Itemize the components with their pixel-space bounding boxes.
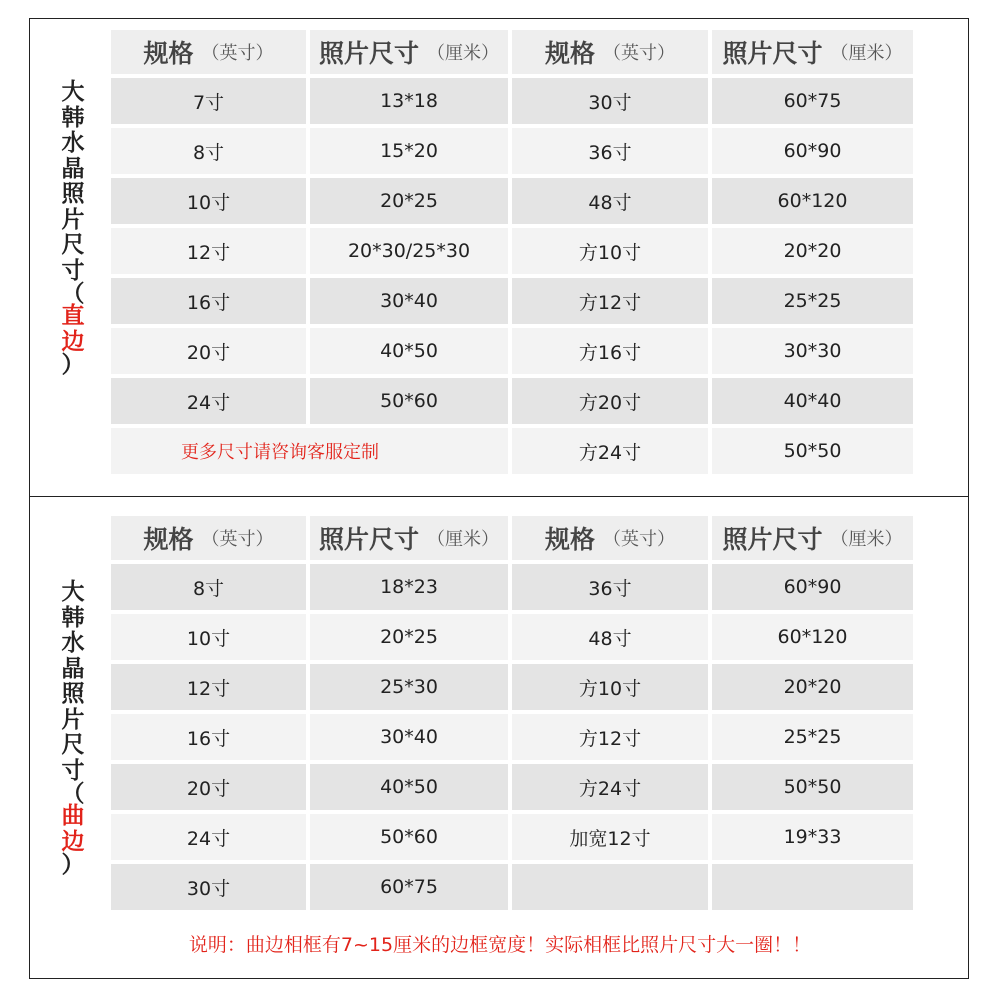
table-row [111, 614, 913, 664]
cell-spec: 方24寸 [512, 764, 712, 814]
cell-size: 19*33 [712, 814, 913, 864]
table-row [111, 278, 913, 328]
cell-size: 60*75 [712, 78, 913, 128]
cell-size: 60*120 [712, 614, 913, 664]
cell-spec: 方16寸 [512, 328, 712, 378]
header-spec: 规格 （英寸） [111, 516, 310, 564]
cell-size: 40*50 [310, 328, 512, 378]
side-title-char: 片 [61, 206, 85, 233]
side-title-paren: ） [61, 352, 85, 378]
table-row [111, 664, 913, 714]
table-row [111, 714, 913, 764]
table-row [111, 128, 913, 178]
header-size: 照片尺寸 （厘米） [310, 516, 512, 564]
header-spec: 规格 （英寸） [111, 30, 310, 78]
cell-spec: 方12寸 [512, 714, 712, 764]
custom-size-note: 更多尺寸请咨询客服定制 [111, 428, 512, 478]
side-title-char: 大 [61, 579, 85, 605]
table-row [111, 328, 913, 378]
cell-spec: 方10寸 [512, 228, 712, 278]
cell-size: 50*50 [712, 764, 913, 814]
side-title-char: 寸 [61, 757, 85, 784]
cell-spec: 36寸 [512, 564, 712, 614]
table-row [111, 228, 913, 278]
cell-spec: 加宽12寸 [512, 814, 712, 864]
side-title-paren: ） [61, 852, 85, 878]
cell-spec: 20寸 [111, 764, 310, 814]
cell-size: 25*25 [712, 278, 913, 328]
header-size: 照片尺寸 （厘米） [712, 30, 913, 78]
header-size: 照片尺寸 （厘米） [310, 30, 512, 78]
table-row [111, 378, 913, 428]
side-title-char: 大 [61, 79, 85, 105]
side-title-char: 照 [61, 681, 85, 707]
cell-size: 50*60 [310, 378, 512, 428]
cell-spec: 24寸 [111, 814, 310, 864]
side-title-char: 韩 [61, 604, 85, 631]
header-spec: 规格 （英寸） [512, 30, 712, 78]
cell-size: 50*50 [712, 428, 913, 478]
cell-size: 60*75 [310, 864, 512, 914]
table-row [111, 78, 913, 128]
side-title-variant-char: 直 [61, 303, 85, 329]
side-title-char: 照 [61, 181, 85, 207]
side-title-char: 尺 [61, 732, 85, 758]
table-header [111, 30, 913, 78]
cell-size: 20*20 [712, 664, 913, 714]
header-spec: 规格 （英寸） [512, 516, 712, 564]
side-title-char: 寸 [61, 257, 85, 284]
cell-spec: 12寸 [111, 664, 310, 714]
cell-size: 30*30 [712, 328, 913, 378]
cell-spec: 方24寸 [512, 428, 712, 478]
cell-size: 20*25 [310, 178, 512, 228]
cell-size: 60*90 [712, 564, 913, 614]
cell-spec: 7寸 [111, 78, 310, 128]
table-row [111, 764, 913, 814]
cell-spec: 10寸 [111, 614, 310, 664]
side-title-char: 水 [61, 130, 85, 156]
side-title-variant-char: 曲 [61, 803, 85, 829]
cell-spec: 16寸 [111, 278, 310, 328]
side-title-char: 尺 [61, 232, 85, 258]
cell-spec: 20寸 [111, 328, 310, 378]
footnote: 说明：曲边相框有7~15厘米的边框宽度！实际相框比照片尺寸大一圈！！ [188, 934, 812, 956]
table-row [111, 864, 913, 914]
cell-size: 18*23 [310, 564, 512, 614]
cell-spec: 24寸 [111, 378, 310, 428]
side-title-variant-char: 边 [61, 328, 85, 355]
table-row [111, 178, 913, 228]
header-size: 照片尺寸 （厘米） [712, 516, 913, 564]
cell-size: 60*90 [712, 128, 913, 178]
cell-spec: 48寸 [512, 614, 712, 664]
cell-size: 20*30/25*30 [310, 228, 512, 278]
table-row [111, 814, 913, 864]
size-table-curved [111, 516, 913, 914]
cell-spec: 12寸 [111, 228, 310, 278]
side-title-char: 水 [61, 630, 85, 656]
cell-spec: 30寸 [111, 864, 310, 914]
section-divider [29, 496, 969, 497]
cell-size: 20*20 [712, 228, 913, 278]
cell-spec: 16寸 [111, 714, 310, 764]
cell-spec: 8寸 [111, 128, 310, 178]
side-title-curved [56, 579, 90, 878]
cell-spec: 方20寸 [512, 378, 712, 428]
cell-size: 15*20 [310, 128, 512, 178]
side-title-paren: （ [61, 281, 85, 307]
side-title-char: 晶 [61, 155, 85, 182]
cell-spec [512, 864, 712, 914]
side-title-straight [56, 79, 90, 378]
cell-size: 50*60 [310, 814, 512, 864]
cell-size: 40*40 [712, 378, 913, 428]
table-row [111, 564, 913, 614]
table-header [111, 516, 913, 564]
cell-spec: 30寸 [512, 78, 712, 128]
cell-size: 20*25 [310, 614, 512, 664]
cell-size: 40*50 [310, 764, 512, 814]
cell-spec: 方12寸 [512, 278, 712, 328]
side-title-variant-char: 边 [61, 828, 85, 855]
cell-size: 60*120 [712, 178, 913, 228]
cell-spec: 8寸 [111, 564, 310, 614]
cell-spec: 48寸 [512, 178, 712, 228]
cell-spec: 36寸 [512, 128, 712, 178]
cell-spec: 10寸 [111, 178, 310, 228]
cell-size: 25*25 [712, 714, 913, 764]
side-title-char: 韩 [61, 104, 85, 131]
side-title-char: 片 [61, 706, 85, 733]
side-title-paren: （ [61, 781, 85, 807]
size-table-straight [111, 30, 913, 478]
cell-size: 30*40 [310, 278, 512, 328]
cell-size: 30*40 [310, 714, 512, 764]
table-row-note [111, 428, 913, 478]
side-title-char: 晶 [61, 655, 85, 682]
cell-size: 25*30 [310, 664, 512, 714]
cell-size [712, 864, 913, 914]
cell-size: 13*18 [310, 78, 512, 128]
cell-spec: 方10寸 [512, 664, 712, 714]
